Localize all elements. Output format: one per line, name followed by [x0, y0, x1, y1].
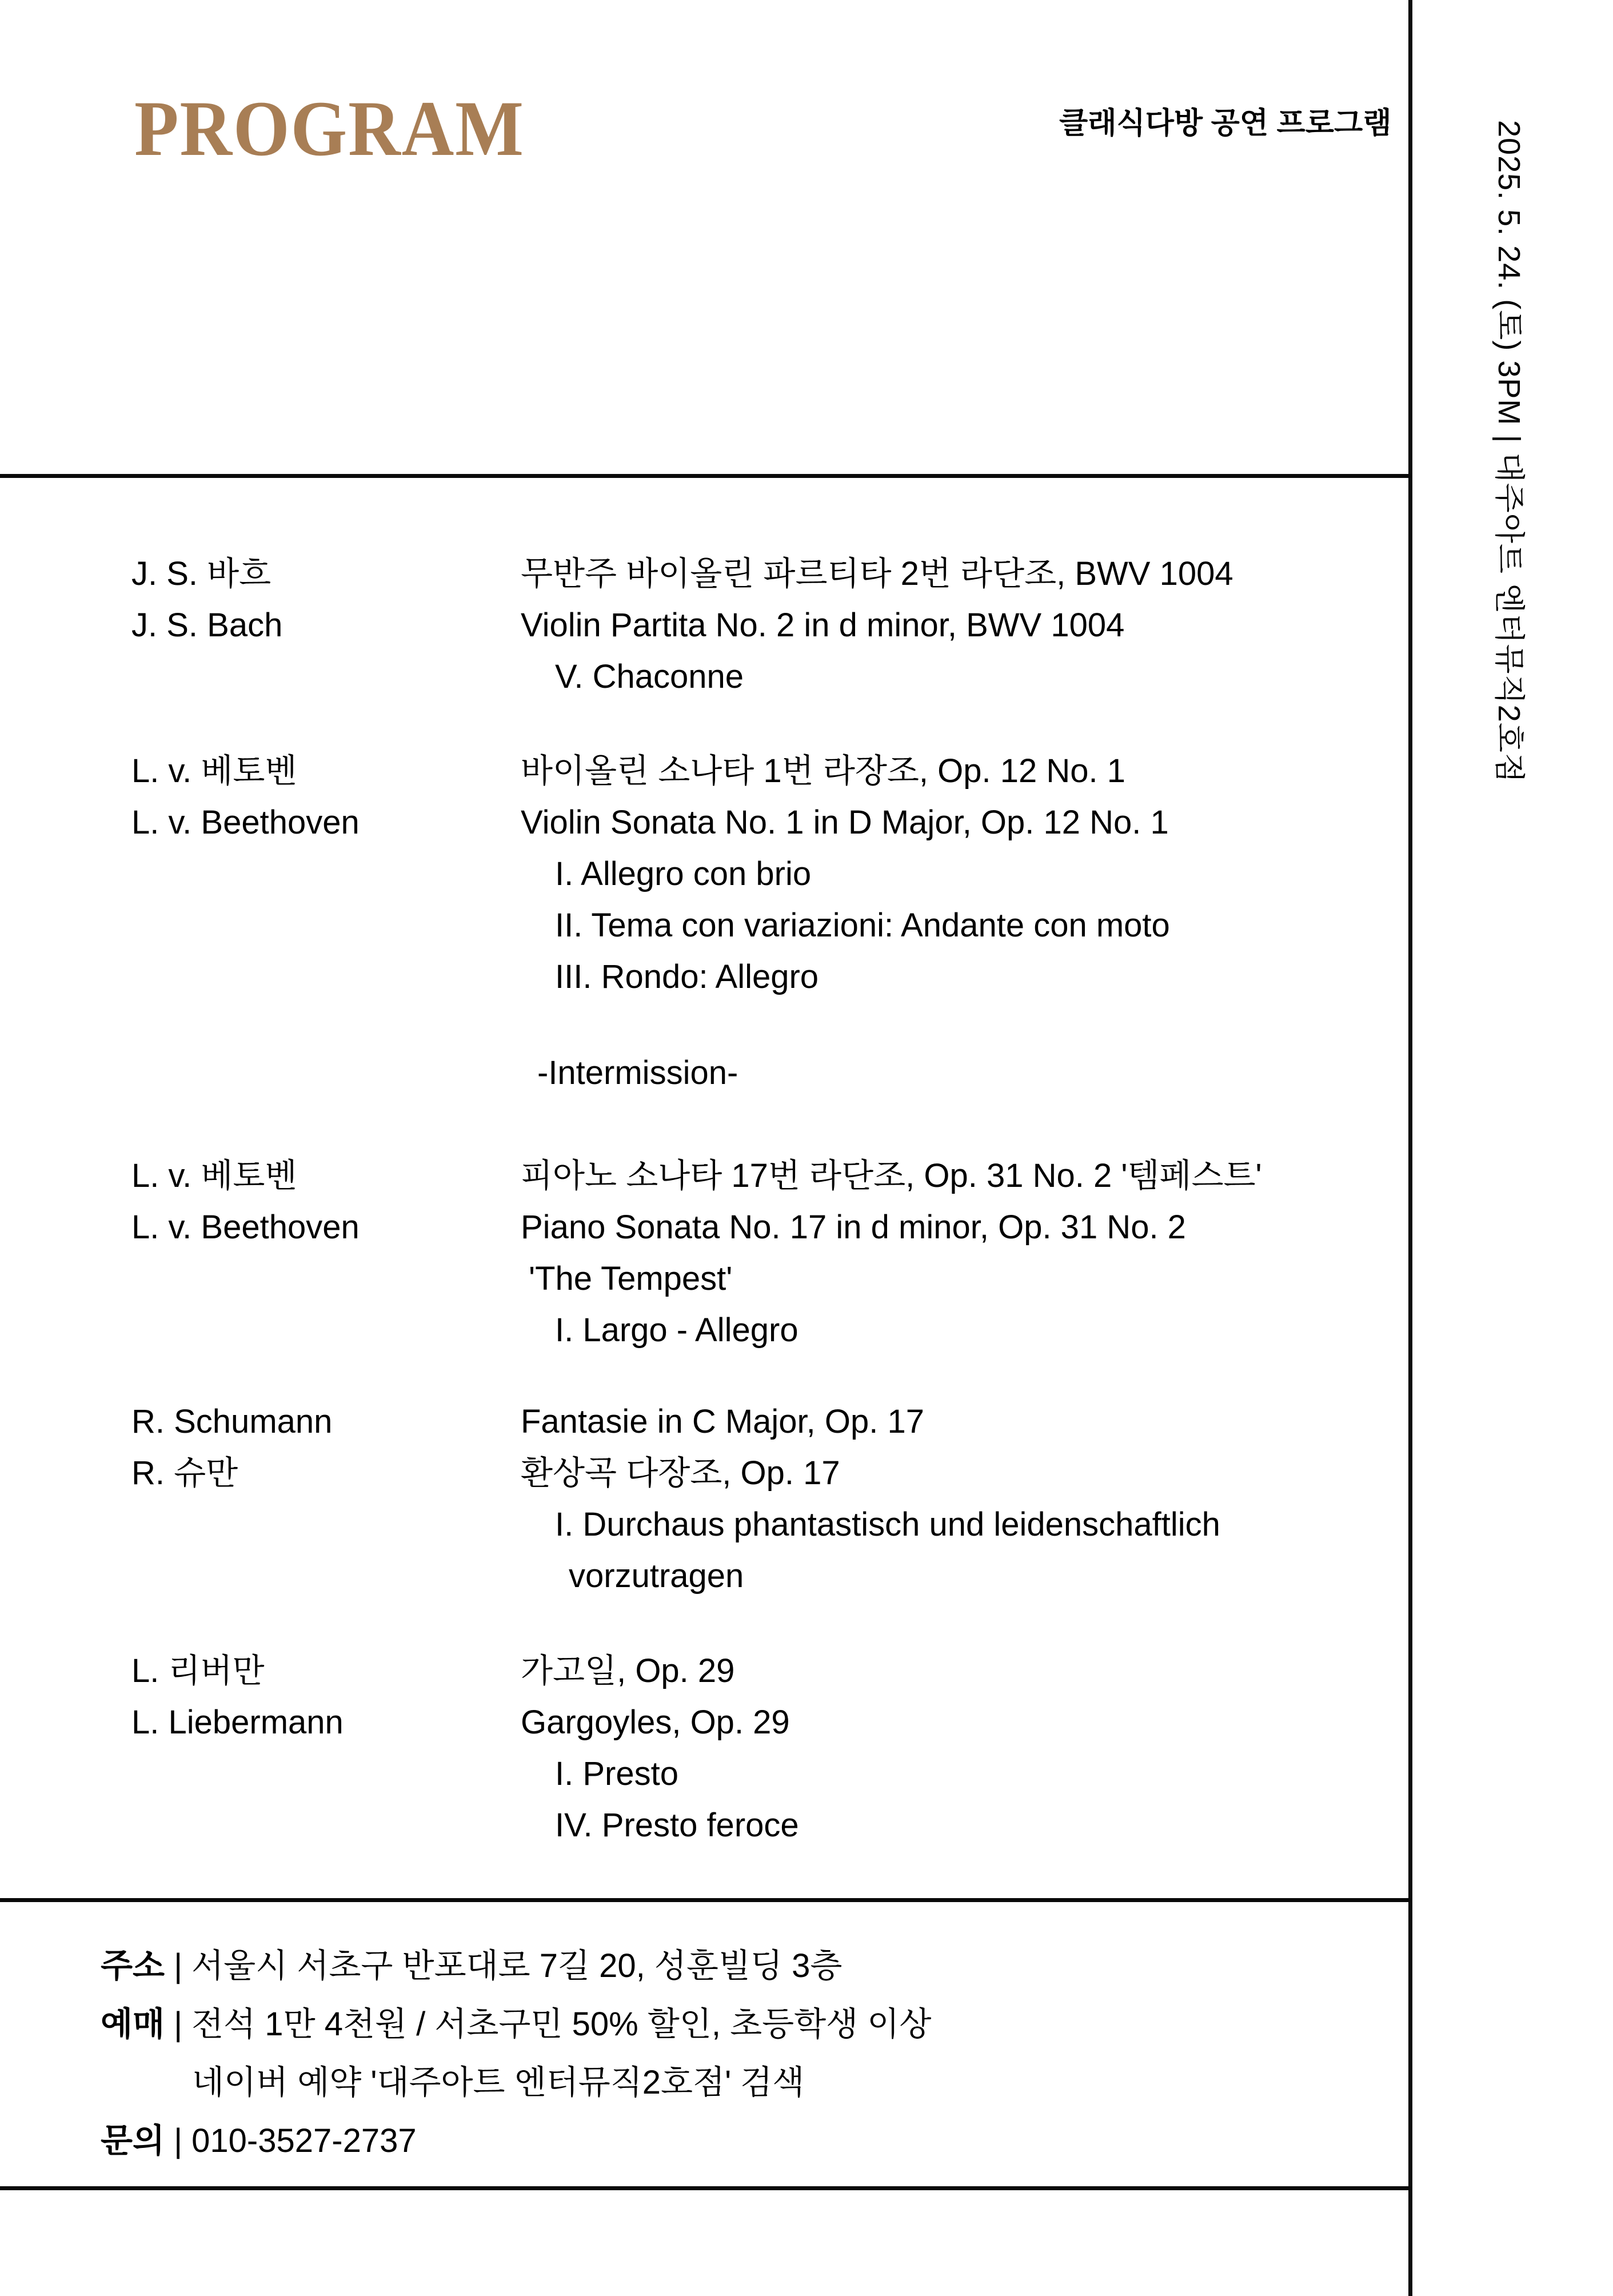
piece-title-english: Violin Sonata No. 1 in D Major, Op. 12 No. 1: [521, 804, 1169, 841]
movement-continuation: vorzutragen: [569, 1557, 744, 1595]
composer-name-english: J. S. Bach: [131, 607, 283, 644]
composer-column: [131, 1396, 332, 1499]
label-separator: |: [174, 1947, 183, 1984]
booking-value: 전석 1만 4천원 / 서초구민 50% 할인, 초등학생 이상: [191, 2006, 932, 2043]
piece-title-korean: 가고일, Op. 29: [521, 1652, 735, 1689]
address-row: [101, 1937, 931, 1995]
contact-row: [101, 2112, 931, 2170]
composer-column: [131, 746, 360, 848]
piece-column: [521, 1396, 1220, 1602]
composer-name-korean: L. v. 베토벤: [131, 1157, 297, 1194]
booking-row: [101, 1995, 931, 2054]
piece-title-korean: 무반주 바이올린 파르티타 2번 라단조, BWV 1004: [521, 555, 1233, 592]
composer-name-english: L. v. Beethoven: [131, 804, 360, 841]
address-value: 서울시 서초구 반포대로 7길 20, 성훈빌딩 3층: [191, 1947, 843, 1984]
movement-line: V. Chaconne: [555, 658, 744, 695]
right-border-line: [1408, 0, 1412, 2296]
piece-title-korean: 피아노 소나타 17번 라단조, Op. 31 No. 2 '템페스트': [521, 1157, 1262, 1194]
composer-name-korean: R. 슈만: [131, 1454, 238, 1492]
piece-title-korean: 바이올린 소나타 1번 라장조, Op. 12 No. 1: [521, 752, 1125, 790]
movement-line: II. Tema con variazioni: Andante con moto: [555, 907, 1170, 944]
movement-line: I. Presto: [555, 1755, 678, 1792]
composer-column: [131, 1150, 360, 1253]
piece-title-english: Fantasie in C Major, Op. 17: [521, 1403, 924, 1440]
movement-line: IV. Presto feroce: [555, 1807, 799, 1844]
piece-column: [521, 1645, 799, 1851]
piece-column: [521, 548, 1233, 703]
piece-column: [521, 1150, 1262, 1356]
contact-label: 문의: [101, 2122, 165, 2159]
event-info-vertical-text: 2025. 5. 24. (토) 3PM | 대주아트 엔터뮤직2호점: [1492, 120, 1526, 784]
bottom-divider-line: [0, 2186, 1411, 2190]
label-separator: |: [174, 2122, 183, 2159]
piece-title-continuation: 'The Tempest': [529, 1260, 733, 1297]
composer-column: [131, 1645, 344, 1748]
program-footer-divider-line: [0, 1898, 1411, 1902]
booking-note: 네이버 예약 '대주아트 엔터뮤직2호점' 검색: [192, 2064, 805, 2101]
composer-name-korean: J. S. 바흐: [131, 555, 272, 592]
composer-name-english: R. Schumann: [131, 1403, 333, 1440]
label-separator: |: [174, 2006, 183, 2043]
movement-line: I. Allegro con brio: [555, 855, 812, 892]
piece-title-english: Violin Partita No. 2 in d minor, BWV 1004: [521, 607, 1125, 644]
address-label: 주소: [101, 1947, 165, 1984]
intermission-label: -Intermission-: [537, 1054, 738, 1091]
piece-title-english: Piano Sonata No. 17 in d minor, Op. 31 No. 2: [521, 1209, 1186, 1246]
movement-line: I. Largo - Allegro: [555, 1312, 798, 1349]
composer-name-english: L. Liebermann: [131, 1704, 344, 1741]
composer-column: [131, 548, 282, 651]
composer-name-korean: L. 리버만: [131, 1652, 265, 1689]
page-title: PROGRAM: [134, 85, 525, 172]
footer-info: [101, 1937, 931, 2170]
booking-label: 예매: [101, 2006, 165, 2043]
composer-name-korean: L. v. 베토벤: [131, 752, 297, 790]
header-subtitle: 클래식다방 공연 프로그램: [1059, 107, 1392, 140]
movement-line: I. Durchaus phantastisch und leidenschaftlich: [555, 1506, 1220, 1543]
movement-line: III. Rondo: Allegro: [555, 958, 819, 995]
contact-value: 010-3527-2737: [191, 2122, 417, 2159]
header-divider-line: [0, 474, 1411, 478]
piece-column: [521, 746, 1170, 1003]
piece-title-korean: 환상곡 다장조, Op. 17: [521, 1454, 840, 1492]
composer-name-english: L. v. Beethoven: [131, 1209, 360, 1246]
piece-title-english: Gargoyles, Op. 29: [521, 1704, 790, 1741]
